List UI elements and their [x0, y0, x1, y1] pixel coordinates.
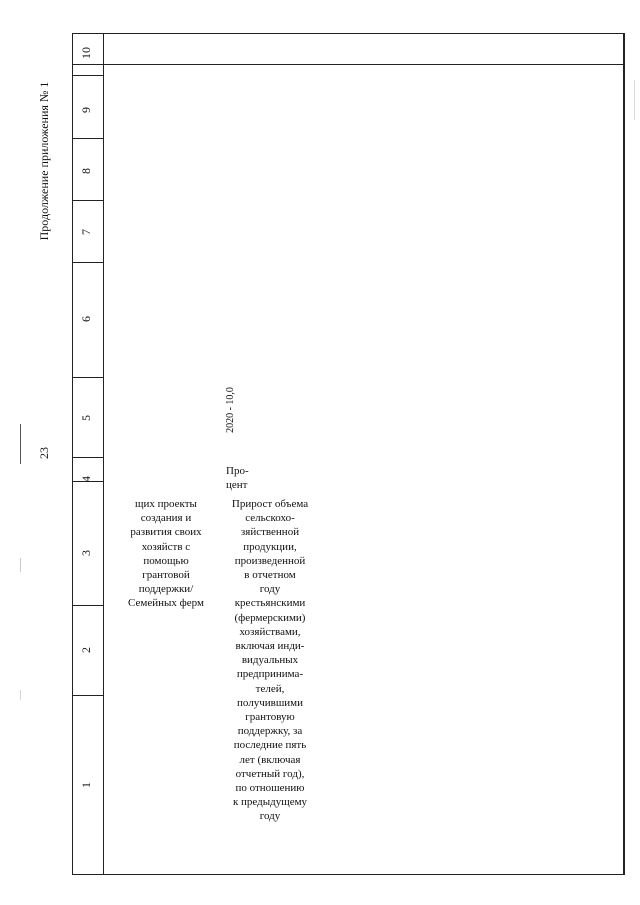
column-number-3: 3: [79, 550, 93, 556]
text-line: произведенной: [234, 554, 306, 567]
text-line: Прирост объема: [231, 498, 309, 510]
scan-artifact-left-2: [20, 558, 21, 572]
table-right-border: [624, 33, 625, 875]
text-line: развития своих: [130, 526, 202, 539]
row2-col4-unit: [226, 464, 252, 492]
text-line: году: [259, 810, 281, 823]
text-line: (фермерскими): [234, 611, 306, 624]
continuation-title: Продолжение приложения № 1: [37, 81, 51, 241]
column-number-2: 2: [79, 647, 93, 653]
column-number-1: 1: [79, 782, 93, 788]
text-line: Семейных ферм: [128, 597, 204, 610]
text-line: включая инди-: [235, 640, 305, 653]
text-line: щих проекты: [135, 498, 197, 510]
text-line: поддержки/: [138, 583, 194, 596]
row2-col3-text: [224, 497, 316, 824]
text-line: продукции,: [243, 540, 297, 553]
text-line: отчетный год),: [235, 767, 305, 780]
grid-outline: [72, 33, 624, 875]
text-line: получившими: [236, 696, 304, 709]
text-line: к предыдущему: [232, 796, 308, 809]
text-line: лет (включая: [239, 753, 301, 766]
text-line: грантовую: [245, 711, 295, 724]
scan-artifact-right: [634, 80, 635, 120]
column-number-6: 6: [79, 316, 93, 322]
text-line: цент: [226, 479, 248, 492]
text-line: крестьянскими: [234, 597, 306, 610]
row2-col5-value: 2020 - 10,0: [225, 387, 236, 433]
text-line: видуальных: [241, 654, 299, 667]
scan-artifact-left-3: [20, 690, 21, 700]
text-line: телей,: [255, 682, 285, 695]
text-line: в отчетном: [244, 569, 296, 582]
text-line: Про-: [226, 465, 249, 477]
column-number-8: 8: [79, 168, 93, 174]
text-line: поддержку, за: [237, 725, 303, 738]
scan-artifact-left-1: [20, 424, 21, 464]
text-line: создания и: [140, 512, 192, 525]
text-line: по отношению: [235, 782, 305, 795]
header-band-divider: [103, 33, 104, 875]
column-number-10: 10: [79, 47, 93, 59]
page-number: 23: [37, 447, 51, 459]
row1-col3-text: [120, 497, 212, 611]
column-number-4: 4: [79, 476, 93, 482]
text-line: помощью: [143, 554, 189, 567]
text-line: сельскохо-: [245, 512, 295, 525]
text-line: году: [259, 583, 281, 596]
column-number-5: 5: [79, 415, 93, 421]
text-line: хозяйств с: [141, 540, 191, 553]
text-line: предпринима-: [236, 668, 304, 681]
column-number-9: 9: [79, 107, 93, 113]
text-line: грантовой: [142, 569, 190, 582]
text-line: последние пять: [233, 739, 307, 752]
text-line: хозяйствами,: [239, 625, 301, 638]
text-line: зяйственной: [240, 526, 300, 539]
column-number-7: 7: [79, 229, 93, 235]
